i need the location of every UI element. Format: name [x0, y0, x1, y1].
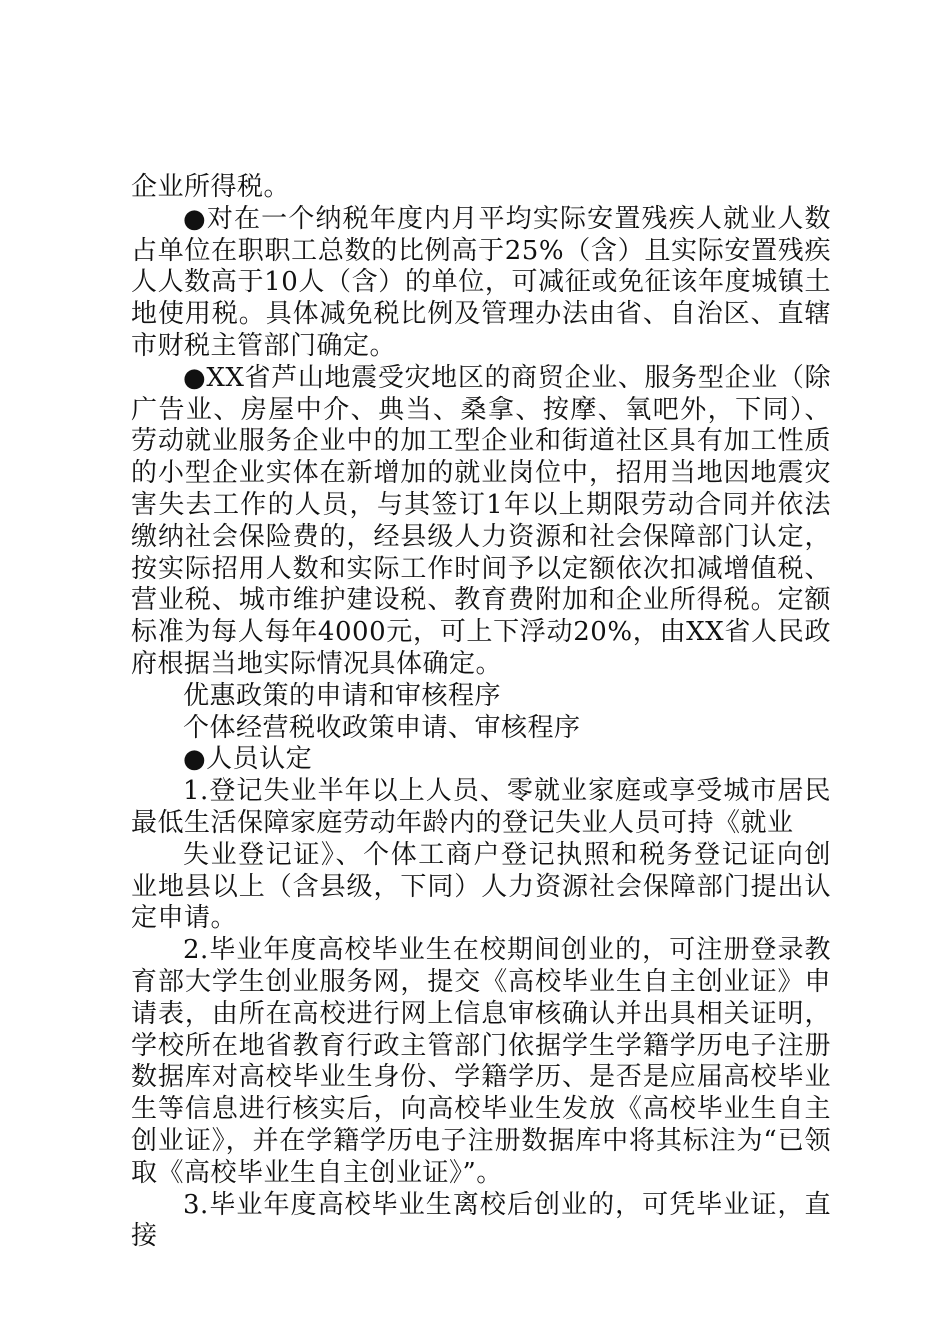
paragraph-lushan-earthquake-policy: ●XX省芦山地震受灾地区的商贸企业、服务型企业（除广告业、房屋中介、典当、桑拿、按摩、氧吧外，下同）、劳动就业服务企业中的加工型企业和街道社区具有加工性质的小型企业实体在新增加的就业岗位中，招用当地因地震灾害失去工作的人员，与其签订1年以上期限劳动合同并依法缴纳社会保险费的，经县级人力资源和社会保障部门认定，按实际招用人数和实际工作时间予以定额依次扣减增值税、营业税、城市维护建设税、教育费附加和企业所得税。定额标准为每人每年4000元，可上下浮动20%，由XX省人民政府根据当地实际情况具体确定。 [131, 362, 831, 679]
list-item-1-first-line: 1.登记失业半年以上人员、零就业家庭或享受城市居民最低生活保障家庭劳动年龄内的登记失业人员可持《就业 [131, 776, 831, 838]
list-item-2: 2.毕业年度高校毕业生在校期间创业的，可注册登录教育部大学生创业服务网，提交《高校毕业生自主创业证》申请表，由所在高校进行网上信息审核确认并出具相关证明，学校所在地省教育行政主管部门依据学生学籍学历电子注册数据库对高校毕业生身份、学籍学历、是否是应届高校毕业生等信息进行核实后，向高校毕业生发放《高校毕业生自主创业证》，并在学籍学历电子注册数据库中将其标注为“已领取《高校毕业生自主创业证》”。 [131, 935, 831, 1188]
paragraph-continuation: 企业所得税。 [131, 172, 291, 202]
heading-self-employed-tax-procedure: 个体经营税收政策申请、审核程序 [183, 712, 581, 743]
paragraph-disabled-employment-land-tax: ●对在一个纳税年度内月平均实际安置残疾人就业人数占单位在职职工总数的比例高于25%（含）且实际安置残疾人人数高于10人（含）的单位，可减征或免征该年度城镇土地使用税。具体减免税比例及管理办法由省、自治区、直辖市财税主管部门确定。 [131, 203, 831, 361]
list-item-3: 3.毕业年度高校毕业生离校后创业的，可凭毕业证，直接 [131, 1189, 831, 1252]
heading-personnel-certification: ●人员认定 [183, 744, 313, 775]
document-body [131, 172, 831, 1253]
list-item-1-continuation: 失业登记证》、个体工商户登记执照和税务登记证向创业地县以上（含县级，下同）人力资源社会保障部门提出认定申请。 [131, 839, 831, 934]
heading-application-review-procedure: 优惠政策的申请和审核程序 [183, 680, 502, 711]
